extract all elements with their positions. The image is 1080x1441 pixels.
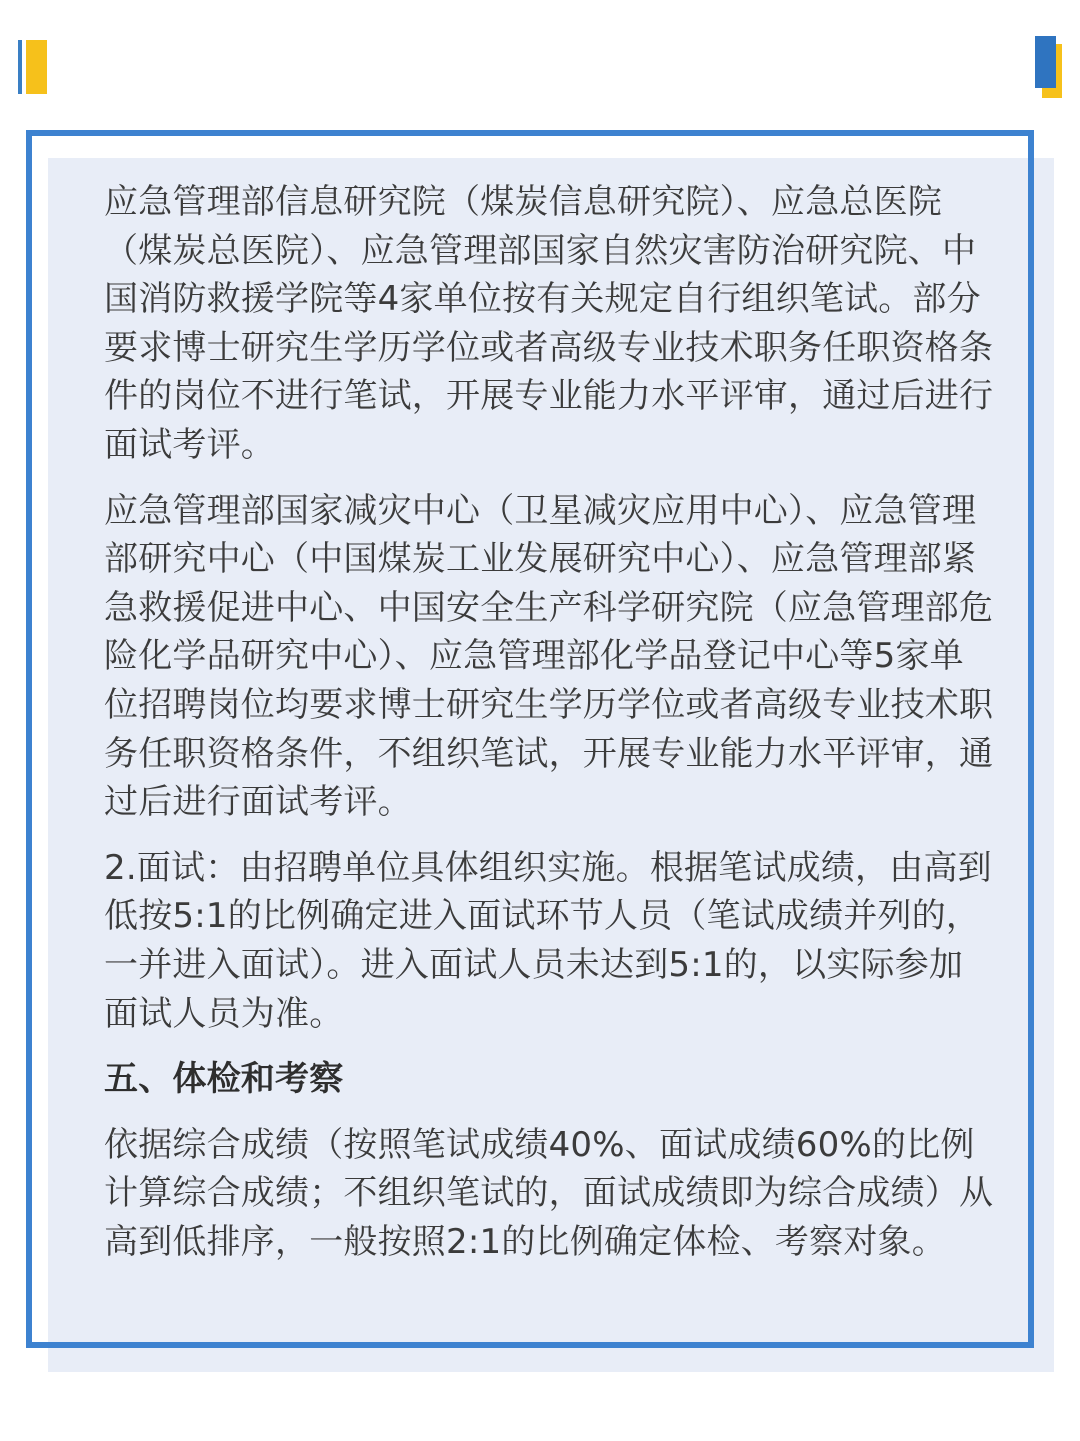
decor-bar-left-yellow [26,40,47,94]
paragraph-interview: 2.面试：由招聘单位具体组织实施。根据笔试成绩，由高到低按5:1的比例确定进入面试环节人员（笔试成绩并列的，一并进入面试）。进入面试人员未达到5:1的，以实际参加面试人员为准。 [104,847,992,1034]
paragraph-composite-score: 依据综合成绩（按照笔试成绩40%、面试成绩60%的比例计算综合成绩；不组织笔试的，面试成绩即为综合成绩）从高到低排序，一般按照2:1的比例确定体检、考察对象。 [104,1124,994,1262]
article-content [104,178,994,1283]
decor-bar-left-thin [18,40,22,94]
section-heading-physical-exam: 五、体检和考察 [104,1059,344,1100]
paragraph-written-exam-self-organized: 应急管理部信息研究院（煤炭信息研究院）、应急总医院（煤炭总医院）、应急管理部国家自然灾害防治研究院、中国消防救援学院等4家单位按有关规定自行组织笔试。部分要求博士研究生学历学位或者高级专业技术职务任职资格条件的岗位不进行笔试，开展专业能力水平评审，通过后进行面试考评。 [104,182,994,465]
decor-bar-right-blue [1035,36,1056,88]
paragraph-no-written-exam: 应急管理部国家减灾中心（卫星减灾应用中心）、应急管理部研究中心（中国煤炭工业发展研究中心）、应急管理部紧急救援促进中心、中国安全生产科学研究院（应急管理部危险化学品研究中心）、应急管理部化学品登记中心等5家单位招聘岗位均要求博士研究生学历学位或者高级专业技术职务任职资格条件，不组织笔试，开展专业能力水平评审，通过后进行面试考评。 [104,490,994,823]
